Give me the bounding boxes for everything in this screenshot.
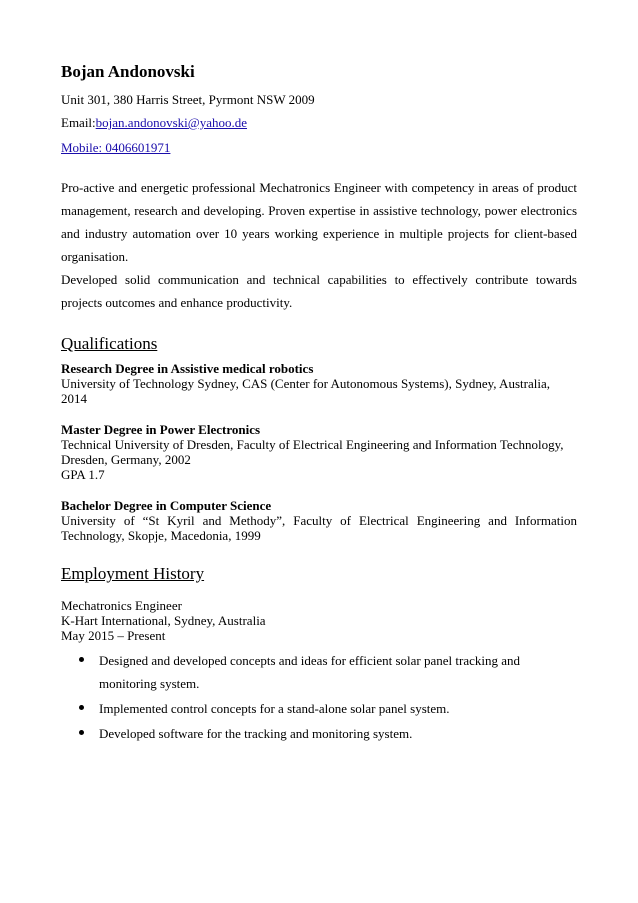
degree-detail: University of Technology Sydney, CAS (Center for Autonomous Systems), Sydney, Australia, 2014 [61,376,550,406]
bullet-text: Developed software for the tracking and monitoring system. [99,726,413,741]
bullet-text: Implemented control concepts for a stand-alone solar panel system. [99,701,450,716]
degree-title: Research Degree in Assistive medical robotics [61,361,314,376]
degree-title: Bachelor Degree in Computer Science [61,498,272,513]
qualification-item [61,361,577,406]
job-bullets [61,649,577,745]
degree-detail: Technical University of Dresden, Faculty of Electrical Engineering and Information Technology, [61,437,564,452]
bullet-text: Designed and developed concepts and ideas for efficient solar panel tracking and monitoring system. [99,653,521,691]
degree-detail: University of “St Kyril and Methody”, Faculty of Electrical Engineering and Information [61,513,577,528]
summary-paragraph-2: Developed solid communication and technical capabilities to effectively contribute towards projects outcomes and enhance productivity. [61,272,577,310]
employment-heading: Employment History [61,564,205,583]
resume-content [61,58,577,747]
bullet-icon [79,657,84,662]
job-period: May 2015 – Present [61,628,166,643]
email-link[interactable]: bojan.andonovski@yahoo.de [95,115,248,130]
list-item [99,697,577,720]
mobile-line [61,137,577,159]
bullet-icon [79,705,84,710]
list-item [99,649,577,695]
mobile-link[interactable]: Mobile: 0406601971 [61,140,171,155]
summary-paragraph-1: Pro-active and energetic professional Mechatronics Engineer with competency in areas of product management, research and developing. Proven expertise in assistive technology, power electronics and industry automation over 10 years working experience in multiple projects for client-based organisation. [61,180,577,264]
qualifications-heading: Qualifications [61,334,158,353]
bullet-icon [79,730,84,735]
degree-detail: Dresden, Germany, 2002 [61,452,191,467]
candidate-name: Bojan Andonovski [61,62,195,81]
email-label: Email: [61,115,96,130]
address: Unit 301, 380 Harris Street, Pyrmont NSW 2009 [61,92,315,107]
degree-gpa: GPA 1.7 [61,467,105,482]
qualification-item [61,498,577,543]
job-entry [61,598,577,745]
degree-detail: Technology, Skopje, Macedonia, 1999 [61,528,261,543]
email-line [61,112,577,134]
qualification-item [61,422,577,482]
job-company: K-Hart International, Sydney, Australia [61,613,266,628]
list-item [99,722,577,745]
degree-title: Master Degree in Power Electronics [61,422,261,437]
job-role: Mechatronics Engineer [61,598,182,613]
